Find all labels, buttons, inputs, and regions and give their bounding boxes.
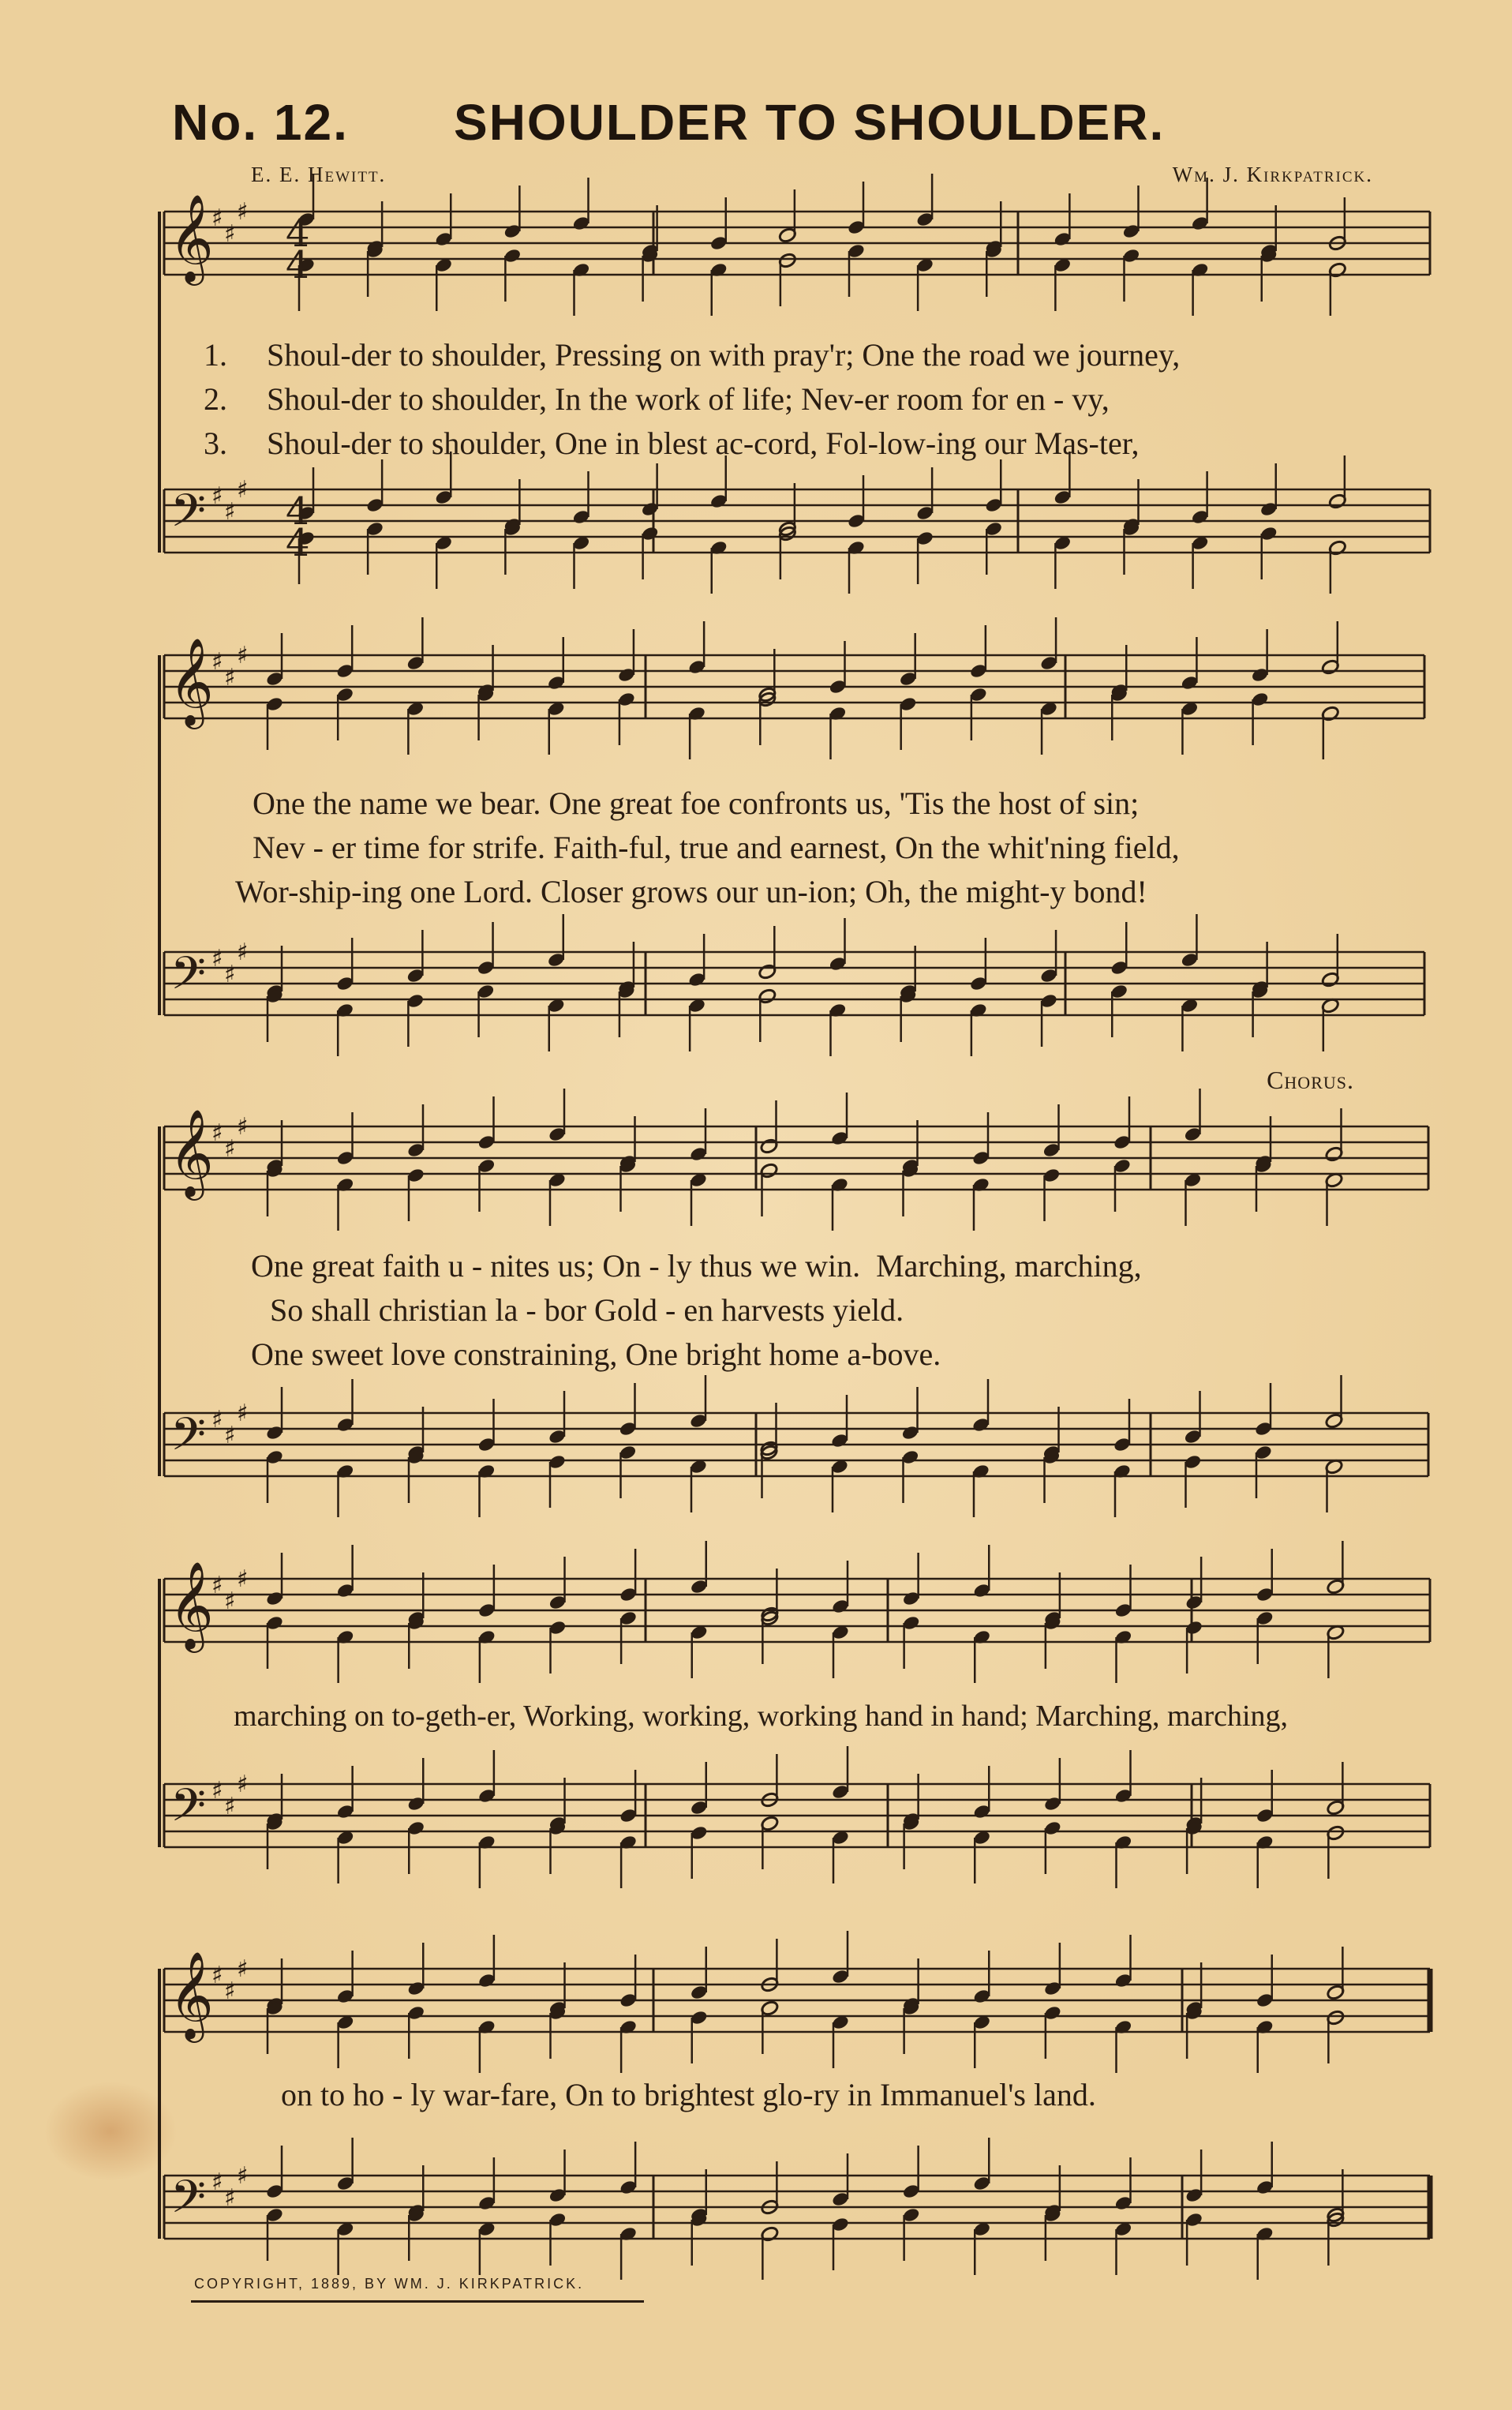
time-signature-top: 4 [286, 489, 310, 534]
bass-clef-icon: 𝄢 [170, 1778, 207, 1843]
verse-1-line-2: One the name we bear. One great foe confronts us, 'Tis the host of sin; [253, 785, 1140, 821]
chorus-line-3: on to ho - ly war-fare, On to brightest glo-ry in Immanuel's land. [281, 2077, 1096, 2112]
verse-2-line-2: Nev - er time for strife. Faith-ful, true and earnest, On the whit'ning field, [253, 830, 1180, 865]
treble-clef-icon: 𝄞 [169, 1108, 214, 1197]
bass-clef-icon: 𝄢 [170, 2170, 207, 2235]
sharp-icon: ♯ [224, 498, 236, 526]
verse-1-line-1 [204, 336, 1181, 373]
sharp-icon: ♯ [224, 1977, 236, 2005]
treble-clef-icon: 𝄞 [169, 637, 214, 725]
clefs [169, 193, 310, 2235]
verse-1-line-3 [251, 1247, 1142, 1284]
hymn-number: No. 12. [172, 94, 349, 151]
time-signature-bottom: 4 [286, 243, 310, 287]
lyric-text: Shoul-der to shoulder, Pressing on with pray'r; One the road we journey, [267, 337, 1181, 373]
treble-clef-icon: 𝄞 [169, 1951, 214, 2039]
sharp-icon: ♯ [224, 220, 236, 248]
sharp-icon: ♯ [237, 476, 249, 504]
lyricist-credit: E. E. Hewitt. [251, 163, 387, 186]
sharp-icon: ♯ [237, 939, 249, 966]
verse-3-line-2: Wor-ship-ing one Lord. Closer grows our un-ion; Oh, the might-y bond! [235, 874, 1147, 909]
verse-2-line-3: So shall christian la - bor Gold - en harvests yield. [270, 1292, 904, 1328]
sharp-icon: ♯ [211, 945, 223, 973]
sharp-icon: ♯ [237, 1400, 249, 1427]
verse-number: 3. [204, 425, 227, 461]
sharp-icon: ♯ [211, 2168, 223, 2196]
sharp-icon: ♯ [211, 1572, 223, 1599]
sharp-icon: ♯ [237, 1771, 249, 1798]
sharp-icon: ♯ [224, 1135, 236, 1163]
sharp-icon: ♯ [224, 961, 236, 988]
sharp-icon: ♯ [211, 482, 223, 510]
sharp-icon: ♯ [237, 198, 249, 226]
hymn-title: SHOULDER TO SHOULDER. [454, 94, 1166, 151]
sharp-icon: ♯ [237, 1955, 249, 1983]
verse-3-line-3: One sweet love constraining, One bright home a-bove. [251, 1336, 941, 1372]
treble-clef-icon: 𝄞 [169, 193, 214, 282]
sharp-icon: ♯ [211, 204, 223, 232]
composer-credit: Wm. J. Kirkpatrick. [1172, 163, 1373, 186]
sharp-icon: ♯ [237, 1565, 249, 1593]
verse-2-line-1 [204, 380, 1110, 418]
treble-clef-icon: 𝄞 [169, 1561, 214, 1649]
verse-number: 2. [204, 381, 227, 417]
time-signature-bottom: 4 [286, 521, 310, 565]
sharp-icon: ♯ [211, 1962, 223, 1989]
bass-clef-icon: 𝄢 [170, 484, 207, 549]
copyright-notice: COPYRIGHT, 1889, BY WM. J. KIRKPATRICK. [194, 2276, 585, 2292]
sharp-icon: ♯ [237, 2162, 249, 2190]
verse-3-line-1 [204, 425, 1140, 462]
sharp-icon: ♯ [211, 1777, 223, 1805]
sharp-icon: ♯ [224, 2184, 236, 2212]
verse-number: 1. [204, 337, 227, 373]
bass-clef-icon: 𝄢 [170, 1407, 207, 1472]
sharp-icon: ♯ [237, 642, 249, 669]
chorus-line-1: Marching, marching, [876, 1248, 1142, 1284]
copyright-rule [191, 2300, 644, 2303]
chorus-label: Chorus. [1267, 1066, 1354, 1094]
sharp-icon: ♯ [224, 1422, 236, 1449]
sharp-icon: ♯ [211, 1119, 223, 1147]
bass-clef-icon: 𝄢 [170, 946, 207, 1011]
time-signature-top: 4 [286, 212, 310, 256]
sharp-icon: ♯ [224, 1793, 236, 1820]
lyric-text: Shoul-der to shoulder, In the work of life; Nev-er room for en - vy, [267, 381, 1110, 417]
sharp-icon: ♯ [237, 1113, 249, 1141]
sharp-icon: ♯ [211, 1406, 223, 1434]
sharp-icon: ♯ [211, 648, 223, 676]
lyric-text: Shoul-der to shoulder, One in blest ac-cord, Fol-low-ing our Mas-ter, [267, 425, 1140, 461]
chorus-line-2: marching on to-geth-er, Working, working, working hand in hand; Marching, marching, [234, 1700, 1289, 1733]
sharp-icon: ♯ [224, 664, 236, 692]
lyric-text: One great faith u - nites us; On - ly thus we win. [251, 1248, 861, 1284]
sharp-icon: ♯ [224, 1587, 236, 1615]
